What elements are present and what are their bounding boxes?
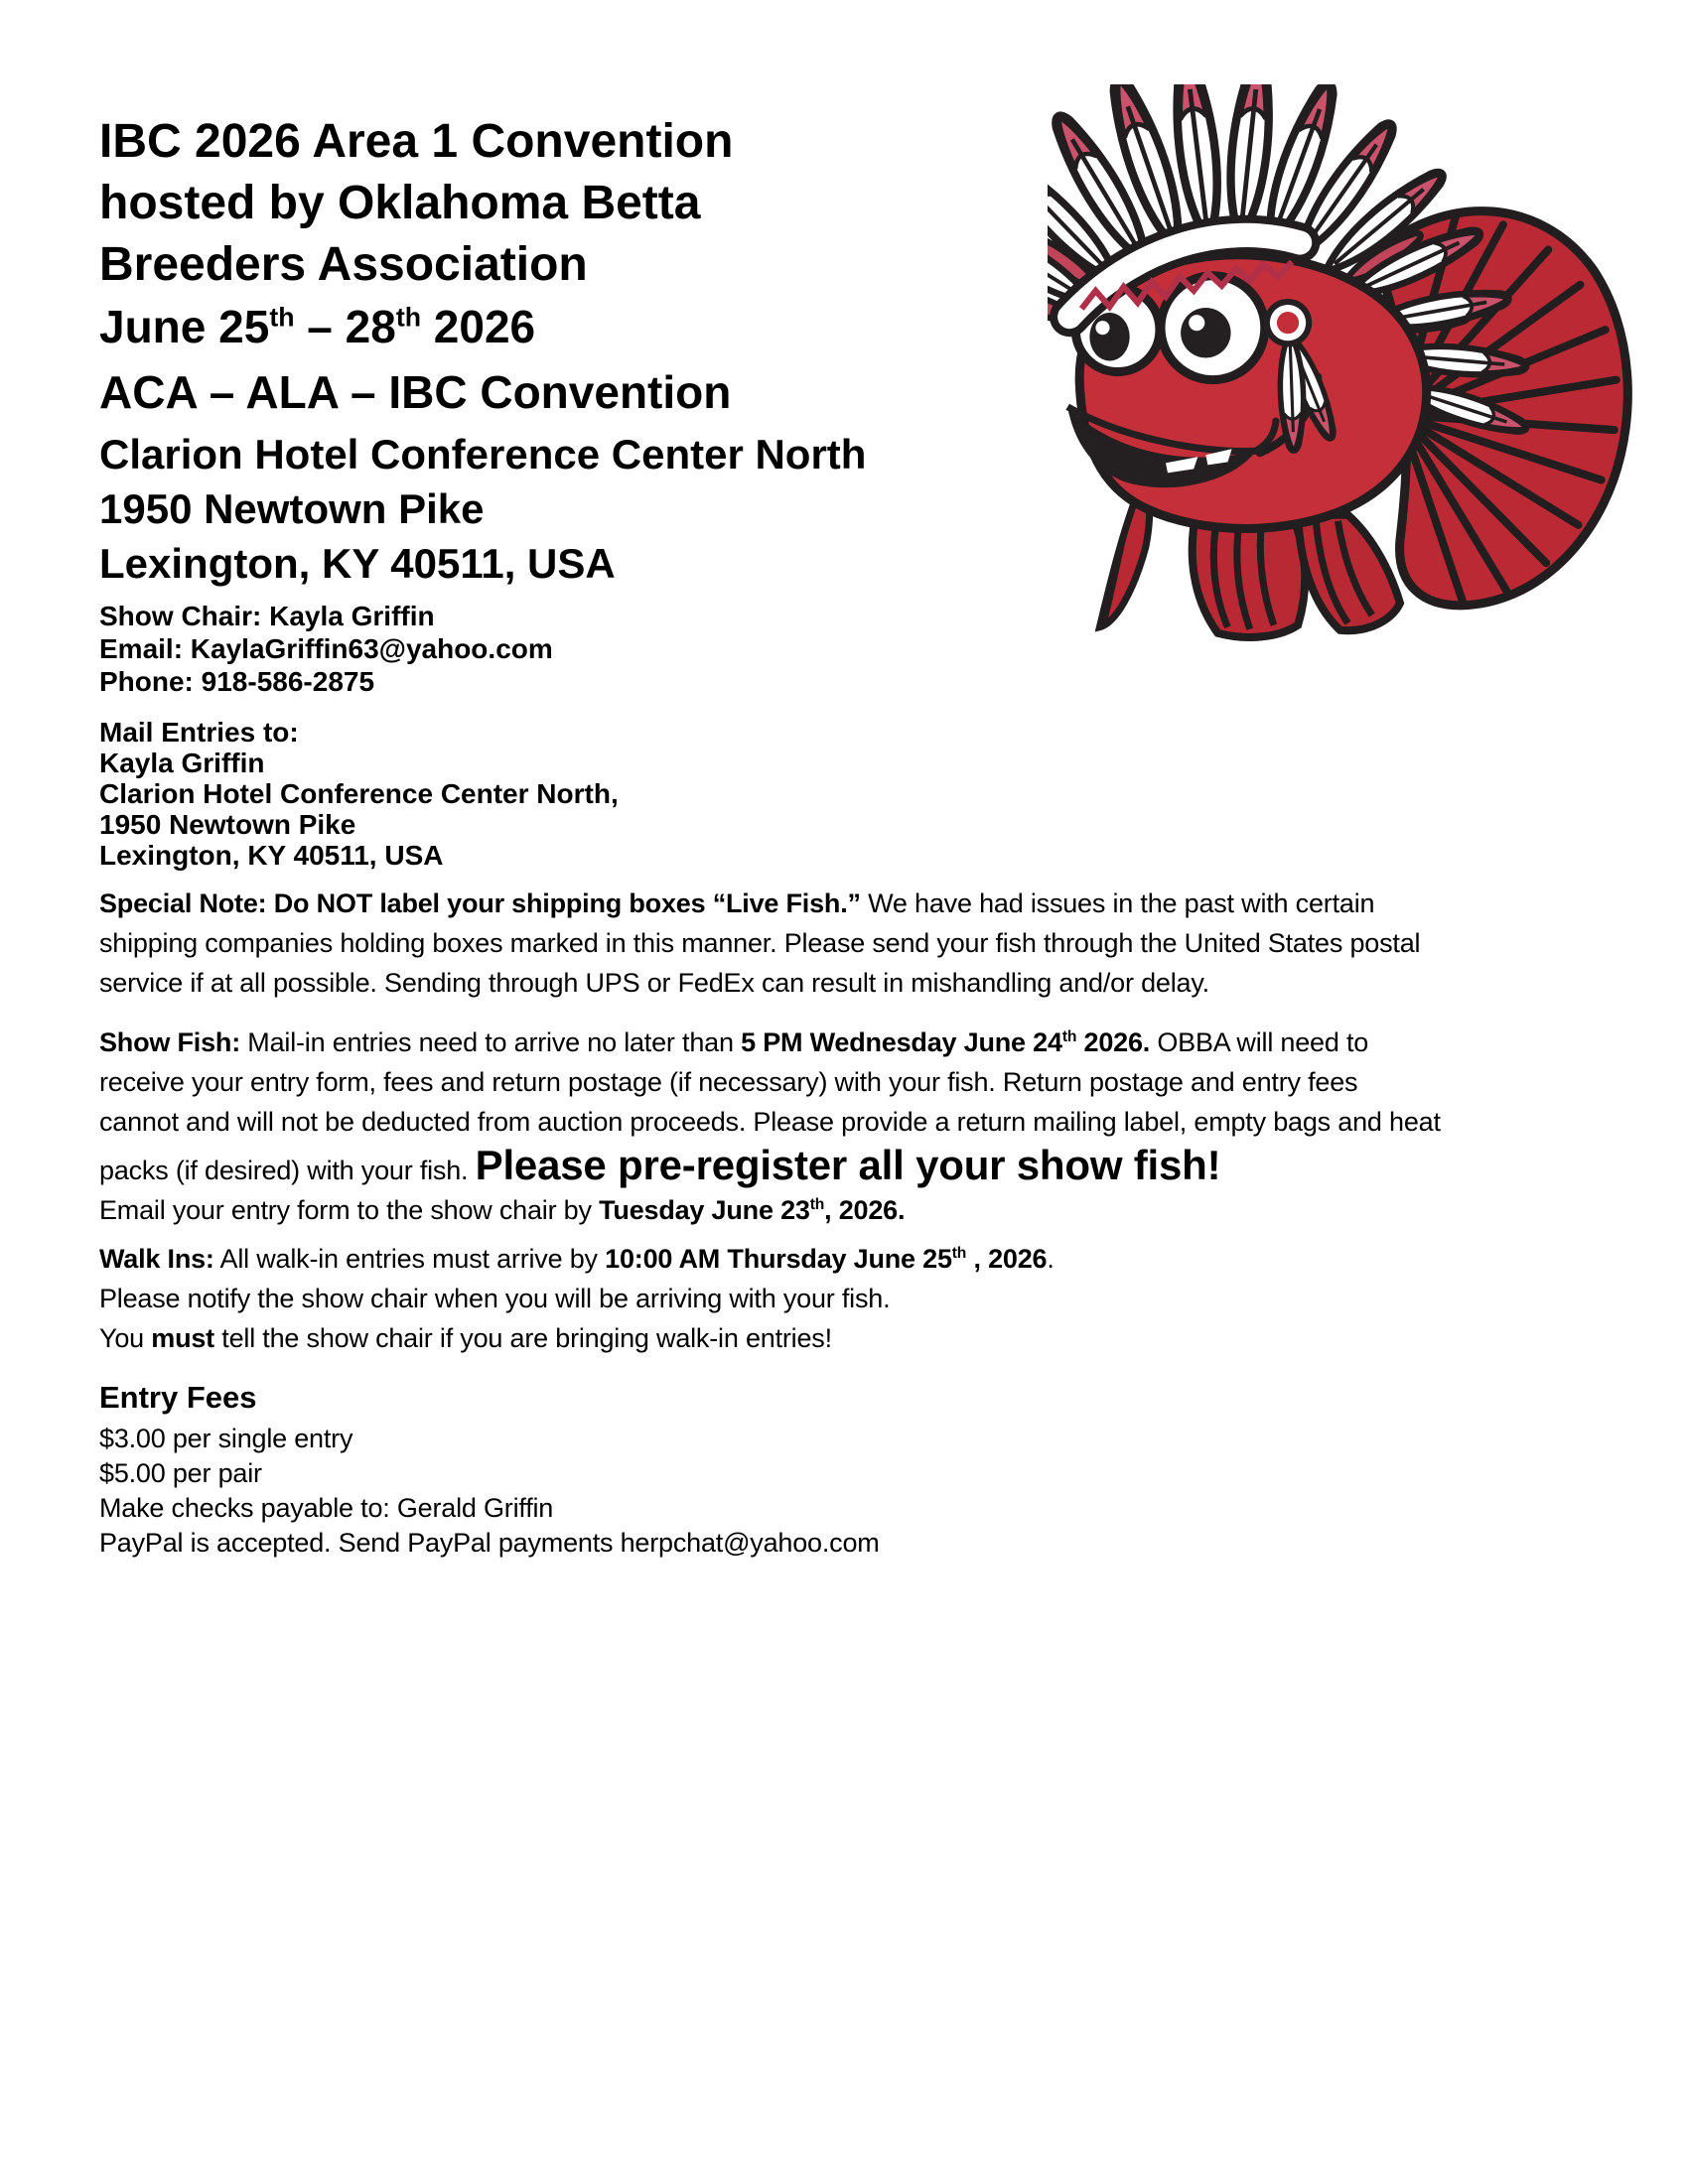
event-dates: [99, 294, 535, 359]
walk-ins-text: tell the show chair if you are bringing walk-in entries!: [213, 1323, 832, 1353]
mail-entries-venue: Clarion Hotel Conference Center North,: [99, 778, 619, 809]
email-entry-deadline: Tuesday June 23: [599, 1195, 810, 1225]
walk-ins-label: Walk Ins:: [99, 1244, 214, 1274]
title-block: [99, 111, 733, 296]
betta-chief-logo: [1048, 84, 1638, 645]
paypal-line: PayPal is accepted. Send PayPal payments herpchat@yahoo.com: [99, 1528, 880, 1558]
show-fish-body: [99, 1023, 1442, 1190]
show-chair-contact: [99, 600, 553, 698]
checks-payable-line: Make checks payable to: Gerald Griffin: [99, 1493, 554, 1523]
date-part: – 28: [294, 301, 396, 352]
date-part: June 25: [99, 301, 270, 352]
venue-street: 1950 Newtown Pike: [99, 485, 485, 532]
walk-ins-deadline: 10:00 AM Thursday June 25: [605, 1244, 952, 1274]
show-chair-name: Show Chair: Kayla Griffin: [99, 601, 435, 631]
walk-ins-must: must: [151, 1323, 214, 1353]
convention-line: ACA – ALA – IBC Convention: [99, 366, 732, 418]
mail-entries-city: Lexington, KY 40511, USA: [99, 840, 444, 871]
show-chair-email: Email: KaylaGriffin63@yahoo.com: [99, 633, 553, 664]
walk-ins-line-2: Please notify the show chair when you will be arriving with your fish.: [99, 1284, 891, 1313]
date-part: 2026: [421, 301, 536, 352]
venue-name: Clarion Hotel Conference Center North: [99, 431, 867, 478]
date-ordinal: th: [269, 302, 295, 333]
walk-ins-deadline-year: , 2026: [966, 1244, 1048, 1274]
title-line-3: Breeders Association: [99, 238, 588, 291]
show-fish-text: Mail-in entries need to arrive no later than: [240, 1027, 742, 1057]
show-fish-text-2: OBBA will need to receive your entry form, fees and return postage (if necessary) with your fish. Return postage and entry fees cannot and will not be deducted from auction proceeds. Please provide a return mailing label, empty bags and heat packs (if desired) with your fish.: [99, 1027, 1441, 1185]
entry-fees-heading: Entry Fees: [99, 1380, 257, 1415]
email-deadline-ordinal: th: [809, 1196, 825, 1213]
special-note-bold: Special Note: Do NOT label your shipping boxes “Live Fish.”: [99, 888, 861, 918]
email-entry-text: Email your entry form to the show chair by: [99, 1195, 600, 1225]
email-entry-line: [99, 1190, 1442, 1230]
walk-ins-line-3: [99, 1318, 1442, 1358]
special-note-paragraph: [99, 884, 1442, 1003]
show-fish-label: Show Fish:: [99, 1027, 240, 1057]
venue-city: Lexington, KY 40511, USA: [99, 540, 616, 587]
show-chair-phone: Phone: 918-586-2875: [99, 666, 375, 697]
mail-entries-name: Kayla Griffin: [99, 748, 265, 778]
mail-entries-block: [99, 717, 619, 871]
show-fish-deadline: 5 PM Wednesday June 24: [741, 1027, 1062, 1057]
entry-fees-section: [99, 1380, 880, 1561]
date-ordinal: th: [395, 302, 421, 333]
mail-entries-label: Mail Entries to:: [99, 717, 299, 748]
title-line-2: hosted by Oklahoma Betta: [99, 177, 701, 229]
title-line-1: IBC 2026 Area 1 Convention: [99, 115, 734, 168]
walk-ins-paragraph: [99, 1239, 1442, 1358]
betta-fish-illustration: [1048, 84, 1638, 645]
fee-pair: $5.00 per pair: [99, 1458, 262, 1488]
pre-register-callout: Please pre-register all your show fish!: [475, 1142, 1221, 1188]
walk-ins-text: All walk-in entries must arrive by: [213, 1244, 606, 1274]
mail-entries-street: 1950 Newtown Pike: [99, 809, 356, 840]
show-fish-paragraph: [99, 1023, 1442, 1230]
walk-ins-period: .: [1047, 1244, 1055, 1274]
fee-single-entry: $3.00 per single entry: [99, 1424, 353, 1453]
special-note-text: We have had issues in the past with certain shipping companies holding boxes marked in this manner. Please send your fish through the United States postal service if at all possible. Sending through UPS or FedEx can result in mishandling and/or delay.: [99, 888, 1421, 998]
show-fish-deadline-year: 2026.: [1076, 1027, 1151, 1057]
email-entry-deadline-year: , 2026.: [824, 1195, 906, 1225]
walk-ins-ordinal: th: [951, 1245, 967, 1262]
walk-ins-text: You: [99, 1323, 152, 1353]
venue-block: [99, 427, 866, 591]
deadline-ordinal: th: [1061, 1028, 1077, 1045]
walk-ins-line-1: [99, 1239, 1442, 1279]
